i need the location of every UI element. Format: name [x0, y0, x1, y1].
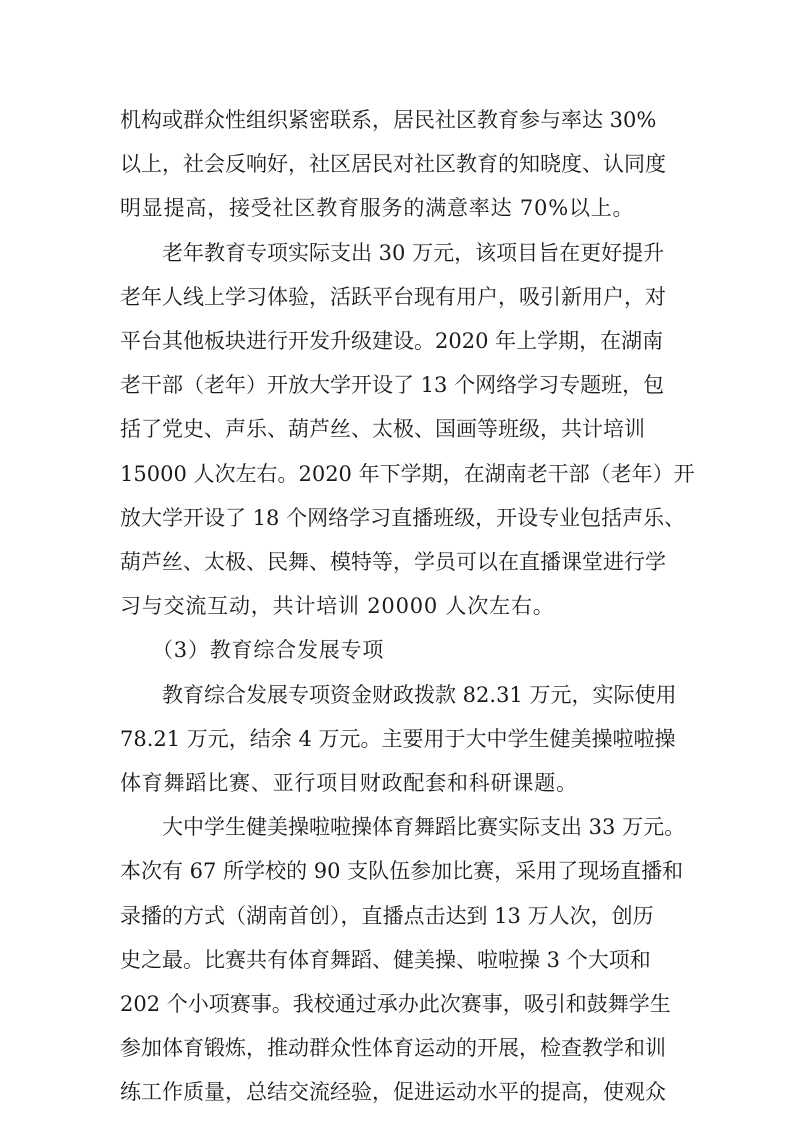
paragraph-line: 葫芦丝、太极、民舞、模特等，学员可以在直播课堂进行学 [120, 550, 666, 574]
paragraph-line: 78.21 万元，结余 4 万元。主要用于大中学生健美操啦啦操 [120, 727, 676, 751]
paragraph-line: 202 个小项赛事。我校通过承办此次赛事，吸引和鼓舞学生 [120, 992, 671, 1016]
paragraph-line: 史之最。比赛共有体育舞蹈、健美操、啦啦操 3 个大项和 [120, 948, 651, 972]
paragraph-line: 15000 人次左右。2020 年下学期，在湖南老干部（老年）开 [120, 462, 695, 486]
paragraph-line: 教育综合发展专项资金财政拨款 82.31 万元，实际使用 [162, 683, 677, 707]
paragraph-line: 练工作质量，总结交流经验，促进运动水平的提高，使观众 [120, 1080, 666, 1104]
paragraph-line: 录播的方式（湖南首创），直播点击达到 13 万人次，创历 [120, 904, 654, 928]
paragraph-line: 平台其他板块进行开发升级建设。2020 年上学期，在湖南 [120, 329, 664, 353]
paragraph-line: 老年人线上学习体验，活跃平台现有用户，吸引新用户，对 [120, 285, 666, 309]
paragraph-line: 放大学开设了 18 个网络学习直播班级，开设专业包括声乐、 [120, 506, 686, 530]
paragraph-line: 本次有 67 所学校的 90 支队伍参加比赛，采用了现场直播和 [120, 859, 684, 883]
paragraph-line: 机构或群众性组织紧密联系，居民社区教育参与率达 30% [120, 108, 657, 132]
paragraph-line: 大中学生健美操啦啦操体育舞蹈比赛实际支出 33 万元。 [162, 815, 686, 839]
paragraph-line: 明显提高，接受社区教育服务的满意率达 70%以上。 [120, 196, 635, 220]
paragraph-line: 体育舞蹈比赛、亚行项目财政配套和科研课题。 [120, 771, 578, 795]
paragraph-line: 老干部（老年）开放大学开设了 13 个网络学习专题班，包 [120, 373, 665, 397]
paragraph-line: 老年教育专项实际支出 30 万元，该项目旨在更好提升 [162, 241, 665, 265]
paragraph-line: 以上，社会反响好，社区居民对社区教育的知晓度、认同度 [120, 152, 666, 176]
paragraph-line: 参加体育锻炼，推动群众性体育运动的开展，检查教学和训 [120, 1036, 666, 1060]
paragraph-line: 习与交流互动，共计培训 20000 人次左右。 [120, 594, 555, 618]
paragraph-line: 括了党史、声乐、葫芦丝、太极、国画等班级，共计培训 [120, 417, 645, 441]
section-heading: （3）教育综合发展专项 [152, 638, 385, 662]
